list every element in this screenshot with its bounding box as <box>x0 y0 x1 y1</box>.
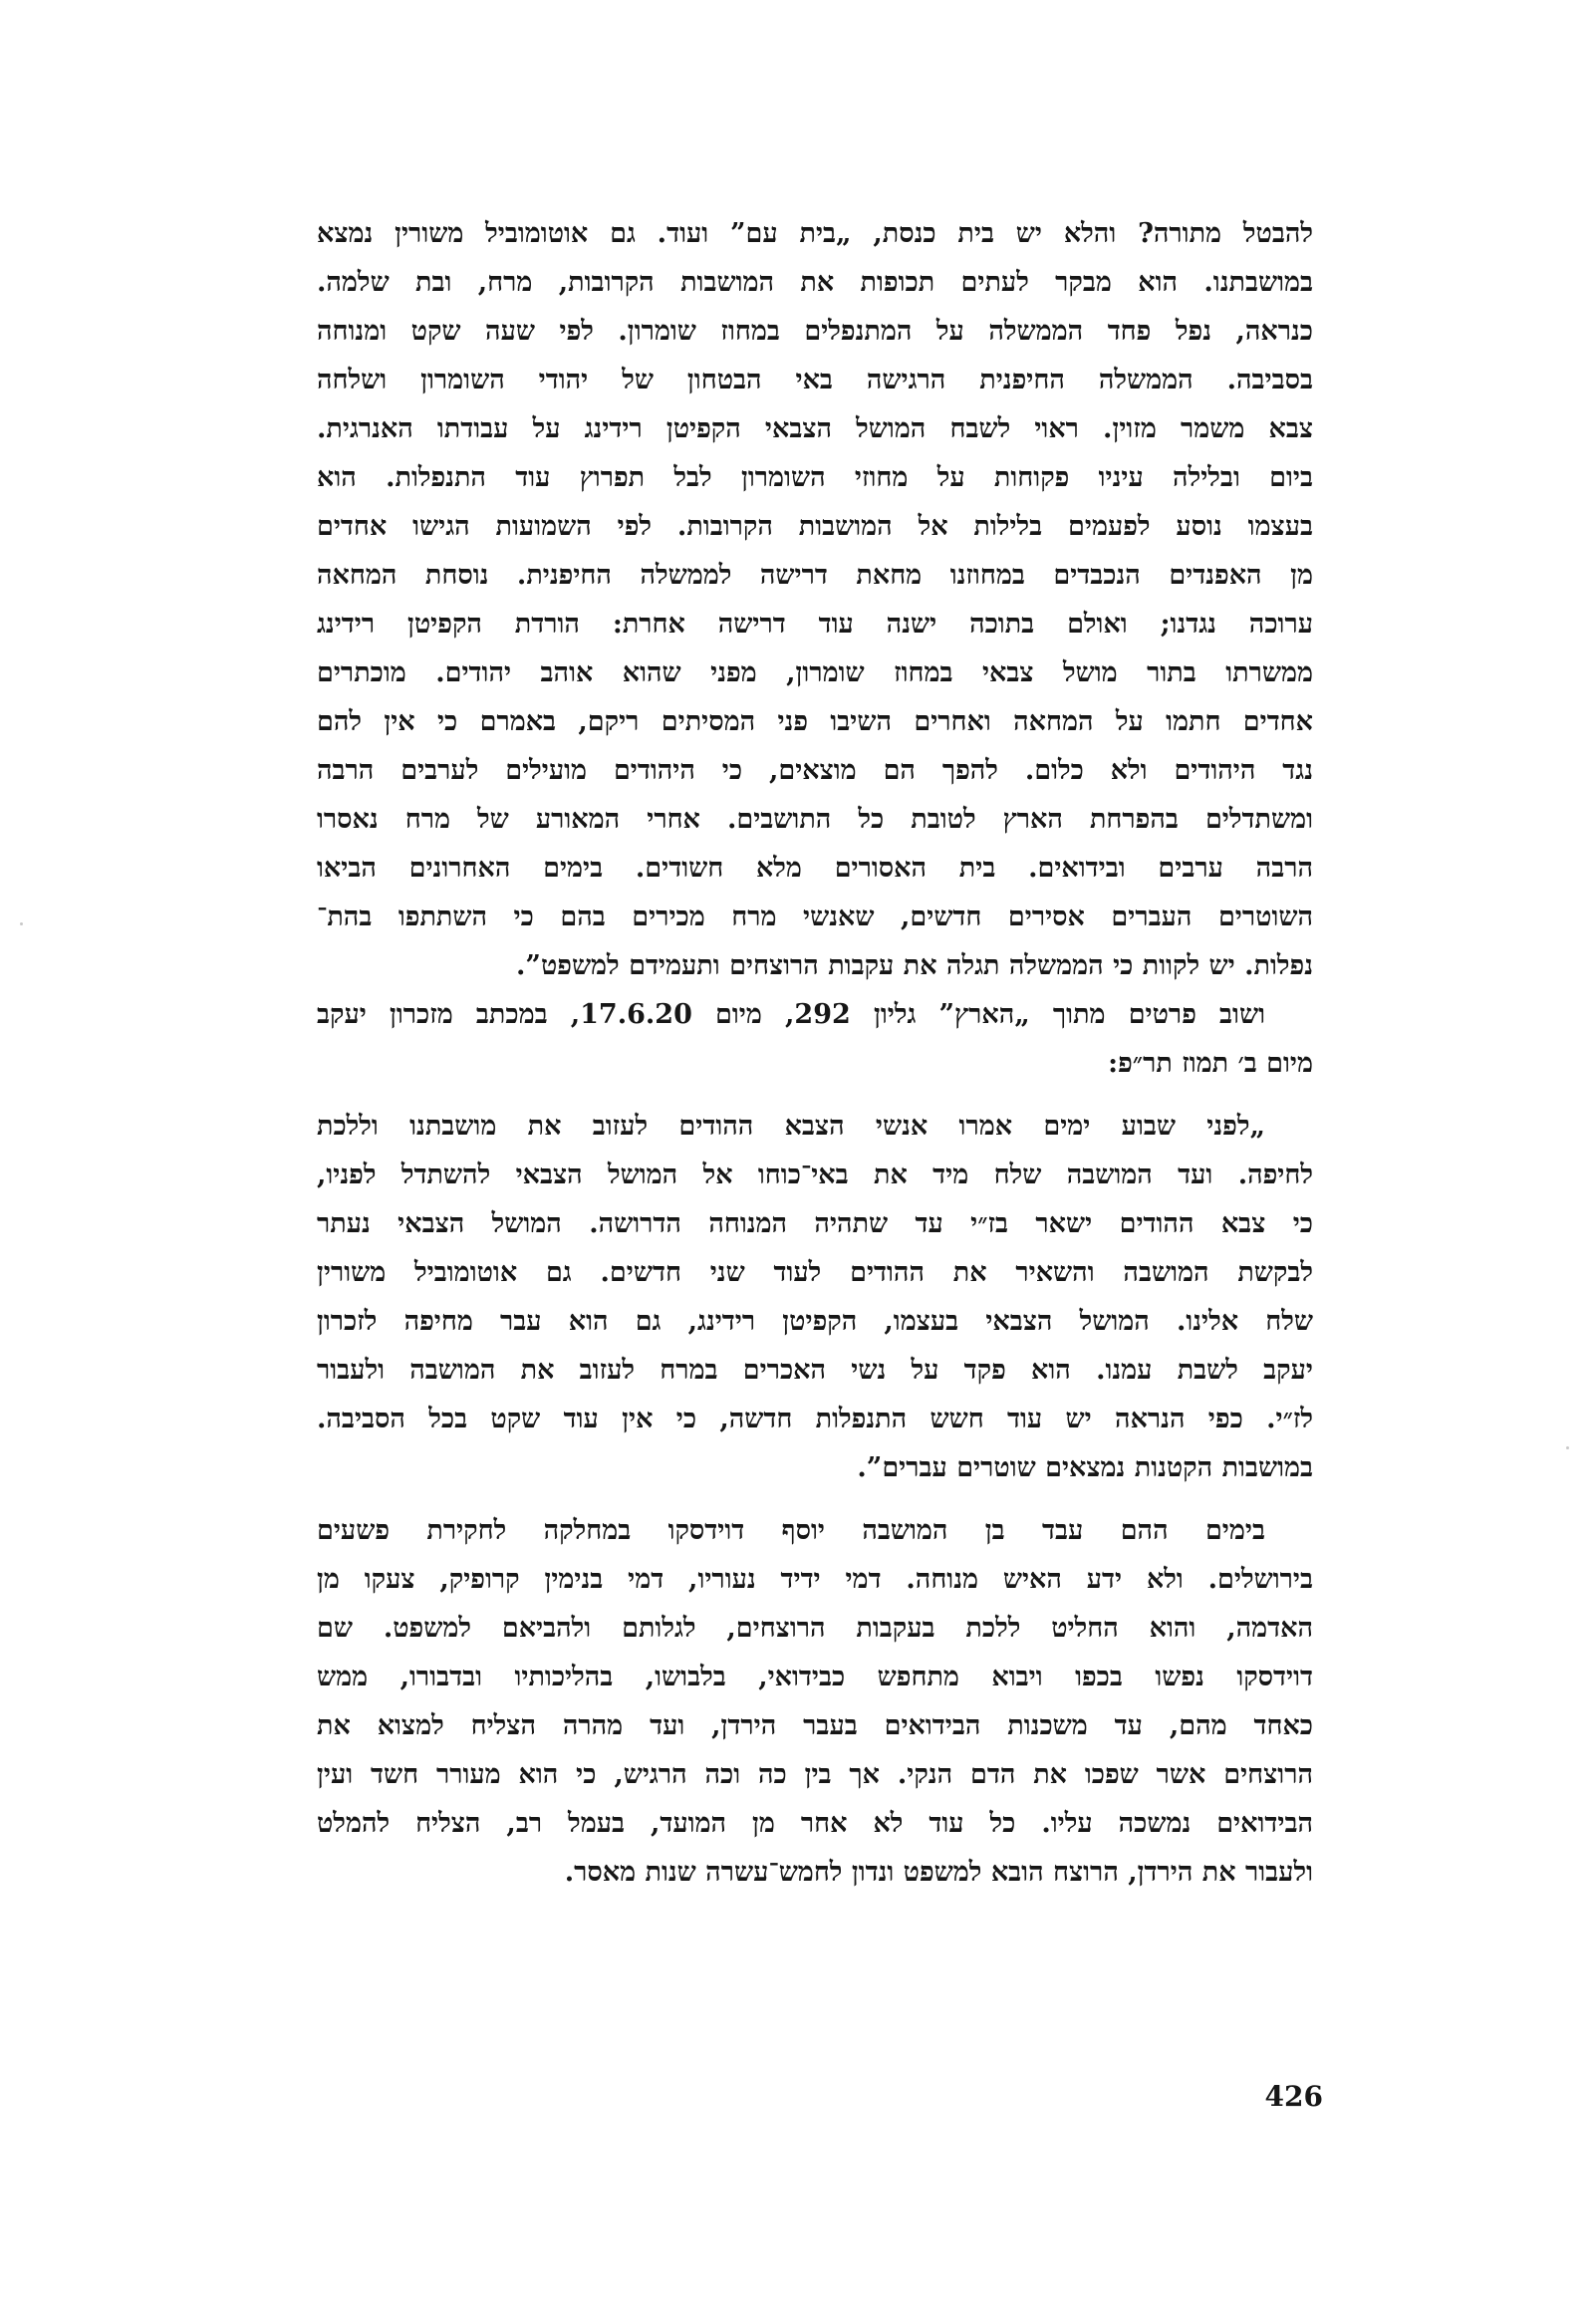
text-line: בירושלים. ולא ידע האיש מנוחה. דמי ידיד נעוריו, דמי בנימין קרופיק, צעקו מן <box>317 1564 1313 1595</box>
scan-speck <box>1566 1446 1569 1449</box>
text-line: נגד היהודים ולא כלום. להפך הם מוצאים, כי היהודים מועילים לערבים הרבה <box>317 755 1313 786</box>
text-line: לחיפה. ועד המושבה שלח מיד את באי־כוחו אל המושל הצבאי להשתדל לפניו, <box>317 1160 1313 1190</box>
text-line: בימים ההם עבד בן המושבה יוסף דוידסקו במחלקה לחקירת פשעים <box>317 1515 1265 1546</box>
text-line: יעקב לשבת עמנו. הוא פקד על נשי האכרים במרח לעזוב את המושבה ולעבור <box>317 1355 1313 1386</box>
body-text <box>317 209 1313 1897</box>
text-line: בעצמו נוסע לפעמים בלילות אל המושבות הקרובות. לפי השמועות הגישו אחדים <box>317 511 1313 542</box>
text-line: ביום ובלילה עיניו פקוחות על מחוזי השומרון לבל תפרוץ עוד התנפלות. הוא <box>317 462 1313 493</box>
text-line: ממשרתו בתור מושל צבאי במחוז שומרון, מפני שהוא אוהב יהודים. מוכתרים <box>317 657 1313 688</box>
text-line: אחדים חתמו על המחאה ואחרים השיבו פני המסיתים ריקם, באמרם כי אין להם <box>317 706 1313 737</box>
text-line: כי צבא ההודים ישאר בז״י עד שתהיה המנוחה הדרושה. המושל הצבאי נעתר <box>317 1208 1313 1239</box>
text-line: לבקשת המושבה והשאיר את ההודים לעוד שני חדשים. גם אוטומוביל משורין <box>317 1257 1313 1288</box>
text-line: בסביבה. הממשלה החיפנית הרגישה באי הבטחון של יהודי השומרון ושלחה <box>317 365 1313 395</box>
text-line: „לפני שבוע ימים אמרו אנשי הצבא ההודים לעזוב את מושבתנו וללכת <box>317 1111 1265 1142</box>
text-line: מן האפנדים הנכבדים במחוזנו מחאת דרישה לממשלה החיפנית. נוסחת המחאה <box>317 560 1313 591</box>
text-line: האדמה, והוא החליט ללכת בעקבות הרוצחים, לגלותם ולהביאם למשפט. שם <box>317 1613 1313 1644</box>
text-line: כאחד מהם, עד משכנות הבידואים בעבר הירדן, ועד מהרה הצליח למצוא את <box>317 1710 1313 1741</box>
page-number: 426 <box>1264 2080 1323 2113</box>
text-line: הבידואים נמשכה עליו. כל עוד לא אחר מן המועד, בעמל רב, הצליח להמלט <box>317 1808 1313 1839</box>
text-line: במושבות הקטנות נמצאים שוטרים עברים”. <box>857 1452 1313 1483</box>
text-line: נפלות. יש לקוות כי הממשלה תגלה את עקבות הרוצחים ותעמידם למשפט”. <box>516 950 1313 981</box>
text-line: ערוכה נגדנו; ואולם בתוכה ישנה עוד דרישה אחרת: הורדת הקפיטן רידינג <box>317 609 1313 640</box>
text-line: במושבתנו. הוא מבקר לעתים תכופות את המושבות הקרובות, מרח, ובת שלמה. <box>317 267 1313 298</box>
text-line: ושוב פרטים מתוך „הארץ” גליון 292, מיום 17.6.20, במכתב מזכרון יעקב <box>317 999 1265 1030</box>
paragraph-gap <box>317 1492 1313 1506</box>
text-line: לז״י. כפי הנראה יש עוד חשש התנפלות חדשה, כי אין עוד שקט בכל הסביבה. <box>317 1404 1313 1434</box>
text-line: השוטרים העברים אסירים חדשים, שאנשי מרח מכירים בהם כי השתתפו בהת־ <box>317 902 1313 932</box>
paragraph-gap <box>317 1088 1313 1102</box>
text-line: להבטל מתורה? והלא יש בית כנסת, „בית עם” ועוד. גם אוטומוביל משורין נמצא <box>317 218 1313 249</box>
text-line: הרוצחים אשר שפכו את הדם הנקי. אך בין כה וכה הרגיש, כי הוא מעורר חשד ועין <box>317 1759 1313 1790</box>
text-line: ולעבור את הירדן, הרוצח הובא למשפט ונדון לחמש־עשרה שנות מאסר. <box>564 1857 1313 1888</box>
text-line: שלח אלינו. המושל הצבאי בעצמו, הקפיטן רידינג, גם הוא עבר מחיפה לזכרון <box>317 1306 1313 1337</box>
text-line: כנראה, נפל פחד הממשלה על המתנפלים במחוז שומרון. לפי שעה שקט ומנוחה <box>317 316 1313 347</box>
text-line: מיום ב׳ תמוז תר״פ: <box>1108 1048 1313 1079</box>
text-line: הרבה ערבים ובידואים. בית האסורים מלא חשודים. בימים האחרונים הביאו <box>317 853 1313 884</box>
scan-speck <box>20 922 23 925</box>
text-line: ומשתדלים בהפרחת הארץ לטובת כל התושבים. אחרי המאורע של מרח נאסרו <box>317 804 1313 835</box>
text-line: דוידסקו נפשו בכפו ויבוא מתחפש כבידואי, בלבושו, בהליכותיו ובדבורו, ממש <box>317 1662 1313 1692</box>
text-line: צבא משמר מזוין. ראוי לשבח המושל הצבאי הקפיטן רידינג על עבודתו האנרגית. <box>317 413 1313 444</box>
